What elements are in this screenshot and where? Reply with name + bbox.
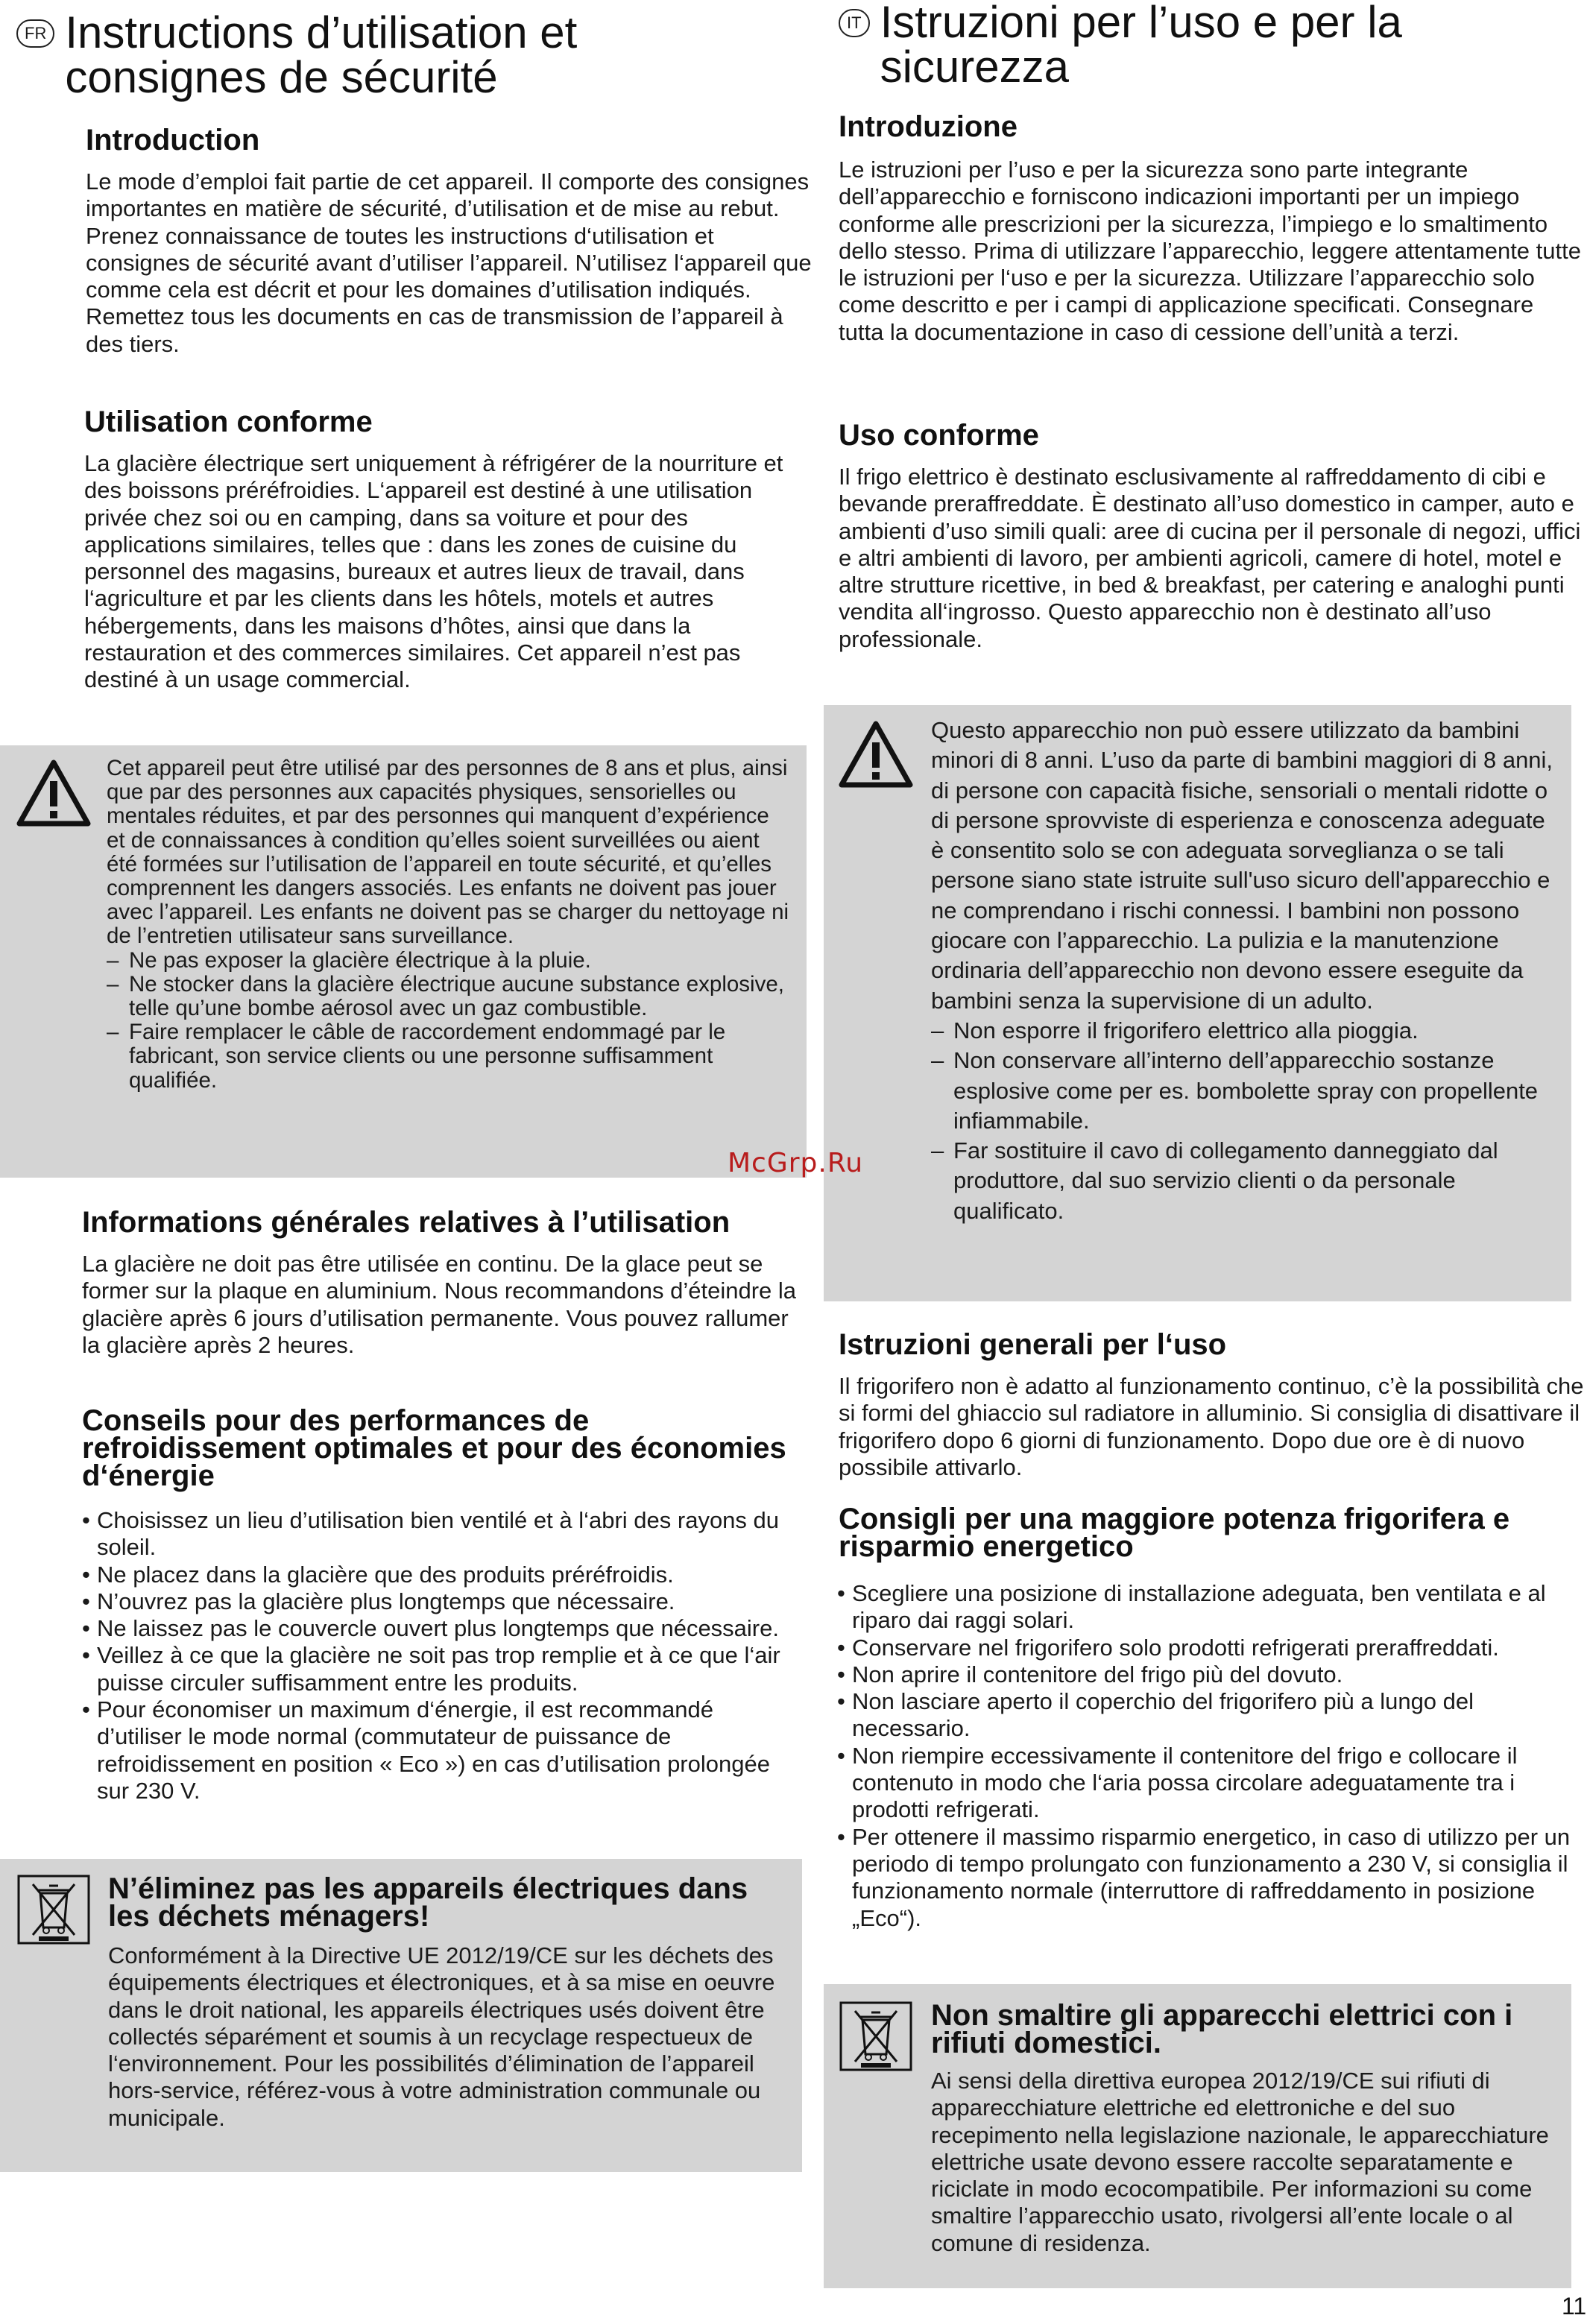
tip-item-it: • Scegliere una posizione di installazione adeguata, ben ventilata e al riparo dai raggi solari. <box>837 1580 1583 1635</box>
warning-item-it: – Non conservare all’interno dell’apparecchio sostanze esplosive come per es. bombolette spray con propellente infiammabile. <box>931 1046 1561 1136</box>
warning-list-it <box>931 1016 1561 1226</box>
title-row-fr <box>16 7 578 102</box>
heading-disposal-it: Non smaltire gli apparecchi elettrici con i rifiuti domestici. <box>931 1999 1513 2059</box>
warning-icon <box>839 720 913 789</box>
warning-item-fr: – Ne pas exposer la glacière électrique à la pluie. <box>107 949 792 973</box>
page-number: 11 <box>1562 2293 1587 2320</box>
paragraph-utilisation-fr: La glacière électrique sert uniquement à réfrigérer de la nourriture et des boissons préréfroidies. L‘appareil est destiné à une utilisation privée chez soi ou en camping, dans sa voiture et pour des applications similaires, telles que : dans les zones de cuisine du personnel des magasins, bureaux et autres lieux de travail, dans l‘agriculture et par les clients dans les hôtels, motels et autres hébergements, dans les maisons d’hôtes, ainsi que dans la restauration et des commerces similaires. Cet appareil n’est pas destiné à un usage commercial. <box>84 450 783 693</box>
tip-item-fr: • Veillez à ce que la glacière ne soit pas trop remplie et à ce que l‘air puisse circuler suffisamment entre les produits. <box>82 1642 798 1696</box>
heading-uso-conforme-it: Uso conforme <box>839 419 1039 452</box>
tip-item-it: • Conservare nel frigorifero solo prodotti refrigerati preraffreddati. <box>837 1635 1583 1661</box>
disposal-box-fr <box>0 1859 802 2172</box>
heading-utilisation-fr: Utilisation conforme <box>84 405 373 438</box>
tip-item-it: • Non lasciare aperto il coperchio del frigorifero più a lungo del necessario. <box>837 1688 1583 1743</box>
warning-icon <box>16 759 91 827</box>
title-row-it <box>839 0 1402 92</box>
page-title-it: Istruzioni per l’uso e per la sicurezza <box>880 0 1402 92</box>
paragraph-uso-conforme-it: Il frigo elettrico è destinato esclusivamente al raffreddamento di cibi e bevande preraffreddate. È destinato all’uso domestico in camper, auto e ambienti d’uso simili quali: aree di cucina per il personale di negozi, uffici e altri ambienti di lavoro, per ambienti agricoli, camere di hotel, motel e altre strutture ricettive, in bed & breakfast, per catering e analoghi punti vendita all‘ingrosso. Questo apparecchio non è destinato all’uso professionale. <box>839 464 1581 652</box>
page-title-fr: Instructions d’utilisation et consignes de sécurité <box>65 7 578 102</box>
warning-text-fr: Cet appareil peut être utilisé par des personnes de 8 ans et plus, ainsi que par des personnes aux capacités physiques, sensorielles ou mentales réduites, et par des personnes qui manquent d’expérience et de connaissances à condition qu’elles soient surveillées ou aient été formées sur l’utilisation de l’appareil en toute sécurité, et qu’elles comprennent les dangers associés. Les enfants ne doivent pas jouer avec l’appareil. Les enfants ne doivent pas se charger du nettoyage ni de l’entretien utilisateur sans surveillance. <box>107 756 789 949</box>
disposal-box-it <box>824 1984 1571 2288</box>
tip-item-fr: • Choisissez un lieu d’utilisation bien ventilé et à l‘abri des rayons du soleil. <box>82 1507 798 1562</box>
heading-introduction-it: Introduzione <box>839 110 1017 143</box>
tip-item-fr: • Ne laissez pas le couvercle ouvert plus longtemps que nécessaire. <box>82 1615 798 1642</box>
warning-item-fr: – Ne stocker dans la glacière électrique aucune substance explosive, telle qu’une bombe aérosol avec un gaz combustible. <box>107 973 792 1020</box>
paragraph-general-it: Il frigorifero non è adatto al funzionamento continuo, c’è la possibilità che si formi del ghiaccio sul radiatore in alluminio. Si consiglia di disattivare il frigorifero dopo 6 giorni di funzionamento. Dopo due ore è di nuovo possibile attivarlo. <box>839 1373 1584 1480</box>
warning-item-it: – Far sostituire il cavo di collegamento danneggiato dal produttore, dal suo servizio clienti o da personale qualificato. <box>931 1136 1561 1226</box>
heading-general-it: Istruzioni generali per l‘uso <box>839 1328 1227 1361</box>
heading-tips-fr: Conseils pour des performances de refroidissement optimales et pour des économies d‘énergie <box>82 1404 786 1492</box>
heading-introduction-fr: Introduction <box>86 124 260 157</box>
tip-item-it: • Non riempire eccessivamente il contenitore del frigo e collocare il contenuto in modo che l‘aria possa circolare adeguatamente tra i prodotti refrigerati. <box>837 1743 1583 1824</box>
language-badge-it: IT <box>839 9 870 37</box>
watermark: McGrp.Ru <box>728 1148 864 1178</box>
weee-bin-icon <box>839 2001 913 2072</box>
tip-item-it: • Per ottenere il massimo risparmio energetico, in caso di utilizzo per un periodo di tempo prolungato con funzionamento a 230 V, si consiglia il funzionamento normale (interruttore di raffreddamento in posizione „Eco“). <box>837 1824 1583 1932</box>
paragraph-disposal-it: Ai sensi della direttiva europea 2012/19/CE sui rifiuti di apparecchiature elettriche ed elettroniche e del suo recepimento nella legislazione nazionale, le apparecchiature elettriche usate devono essere raccolte separatamente e riciclate in modo ecocompatibile. Per informazioni su come smaltire l’apparecchio usato, rivolgersi all’ente locale o al comune di residenza. <box>931 2068 1549 2256</box>
heading-disposal-fr: N’éliminez pas les appareils électriques dans les déchets ménagers! <box>108 1872 748 1933</box>
heading-tips-it: Consigli per una maggiore potenza frigorifera e risparmio energetico <box>839 1503 1510 1563</box>
warning-content-fr <box>107 757 792 1093</box>
warning-content-it <box>931 716 1561 1226</box>
warning-list-fr <box>107 949 792 1093</box>
paragraph-disposal-fr: Conformément à la Directive UE 2012/19/CE sur les déchets des équipements électriques et électroniques, et à sa mise en oeuvre dans le droit national, les appareils électriques usés doivent être collectés séparément et soumis à un recyclage respectueux de l‘environnement. Pour les possibilités d’élimination de l’appareil hors-service, référez-vous à votre administration communale ou municipale. <box>108 1942 775 2131</box>
weee-bin-icon <box>16 1874 91 1945</box>
paragraph-general-fr: La glacière ne doit pas être utilisée en continu. De la glace peut se former sur la plaque en aluminium. Nous recommandons d’éteindre la glacière après 6 jours d’utilisation permanente. Vous pouvez rallumer la glacière après 2 heures. <box>82 1251 797 1358</box>
warning-item-fr: – Faire remplacer le câble de raccordement endommagé par le fabricant, son service clients ou une personne suffisamment qualifiée. <box>107 1020 792 1093</box>
paragraph-introduction-it: Le istruzioni per l’uso e per la sicurezza sono parte integrante dell’apparecchio e forniscono indicazioni importanti per un impiego conforme alle prescrizioni per la sicurezza, l’impiego e lo smaltimento dello stesso. Prima di utilizzare l’apparecchio, leggere attentamente tutte le istruzioni per l‘uso e per la sicurezza. Utilizzare l’apparecchio solo come descritto e per i campi di applicazione specificati. Consegnare tutta la documentazione in caso di cessione dell’unità a terzi. <box>839 157 1581 345</box>
tip-item-fr: • Ne placez dans la glacière que des produits préréfroidis. <box>82 1562 798 1588</box>
warning-box-fr <box>0 745 807 1178</box>
tips-list-fr <box>82 1507 798 1804</box>
paragraph-introduction-fr: Le mode d’emploi fait partie de cet appareil. Il comporte des consignes importantes en matière de sécurité, d’utilisation et de mise au rebut. Prenez connaissance de toutes les instructions d‘utilisation et consignes de sécurité avant d’utiliser l’appareil. N’utilisez l‘appareil que comme cela est décrit et pour les domaines d’utilisation indiqués. Remettez tous les documents en cas de transmission de l’appareil à des tiers. <box>86 168 812 357</box>
tips-list-it <box>837 1580 1583 1932</box>
tip-item-it: • Non aprire il contenitore del frigo più del dovuto. <box>837 1661 1583 1688</box>
tip-item-fr: • N’ouvrez pas la glacière plus longtemps que nécessaire. <box>82 1588 798 1615</box>
warning-box-it <box>824 705 1571 1301</box>
tip-item-fr: • Pour économiser un maximum d‘énergie, il est recommandé d’utiliser le mode normal (commutateur de puissance de refroidissement en position « Eco ») en cas d’utilisation prolongée sur 230 V. <box>82 1696 798 1804</box>
heading-general-fr: Informations générales relatives à l’utilisation <box>82 1206 731 1239</box>
warning-text-it: Questo apparecchio non può essere utilizzato da bambini minori di 8 anni. L’uso da parte di bambini maggiori di 8 anni, di persone con capacità fisiche, sensoriali o mentali ridotte o di persone sprovviste di esperienza e conoscenza adeguate è consentito solo se con adeguata sorveglianza o se tali persone siano state istruite sull'uso sicuro dell'apparecchio e ne comprendano i rischi connessi. I bambini non possono giocare con l’apparecchio. La pulizia e la manutenzione ordinaria dell’apparecchio non devono essere eseguite da bambini senza la supervisione di un adulto. <box>931 717 1553 1014</box>
warning-item-it: – Non esporre il frigorifero elettrico alla pioggia. <box>931 1016 1561 1046</box>
language-badge-fr: FR <box>16 19 54 48</box>
